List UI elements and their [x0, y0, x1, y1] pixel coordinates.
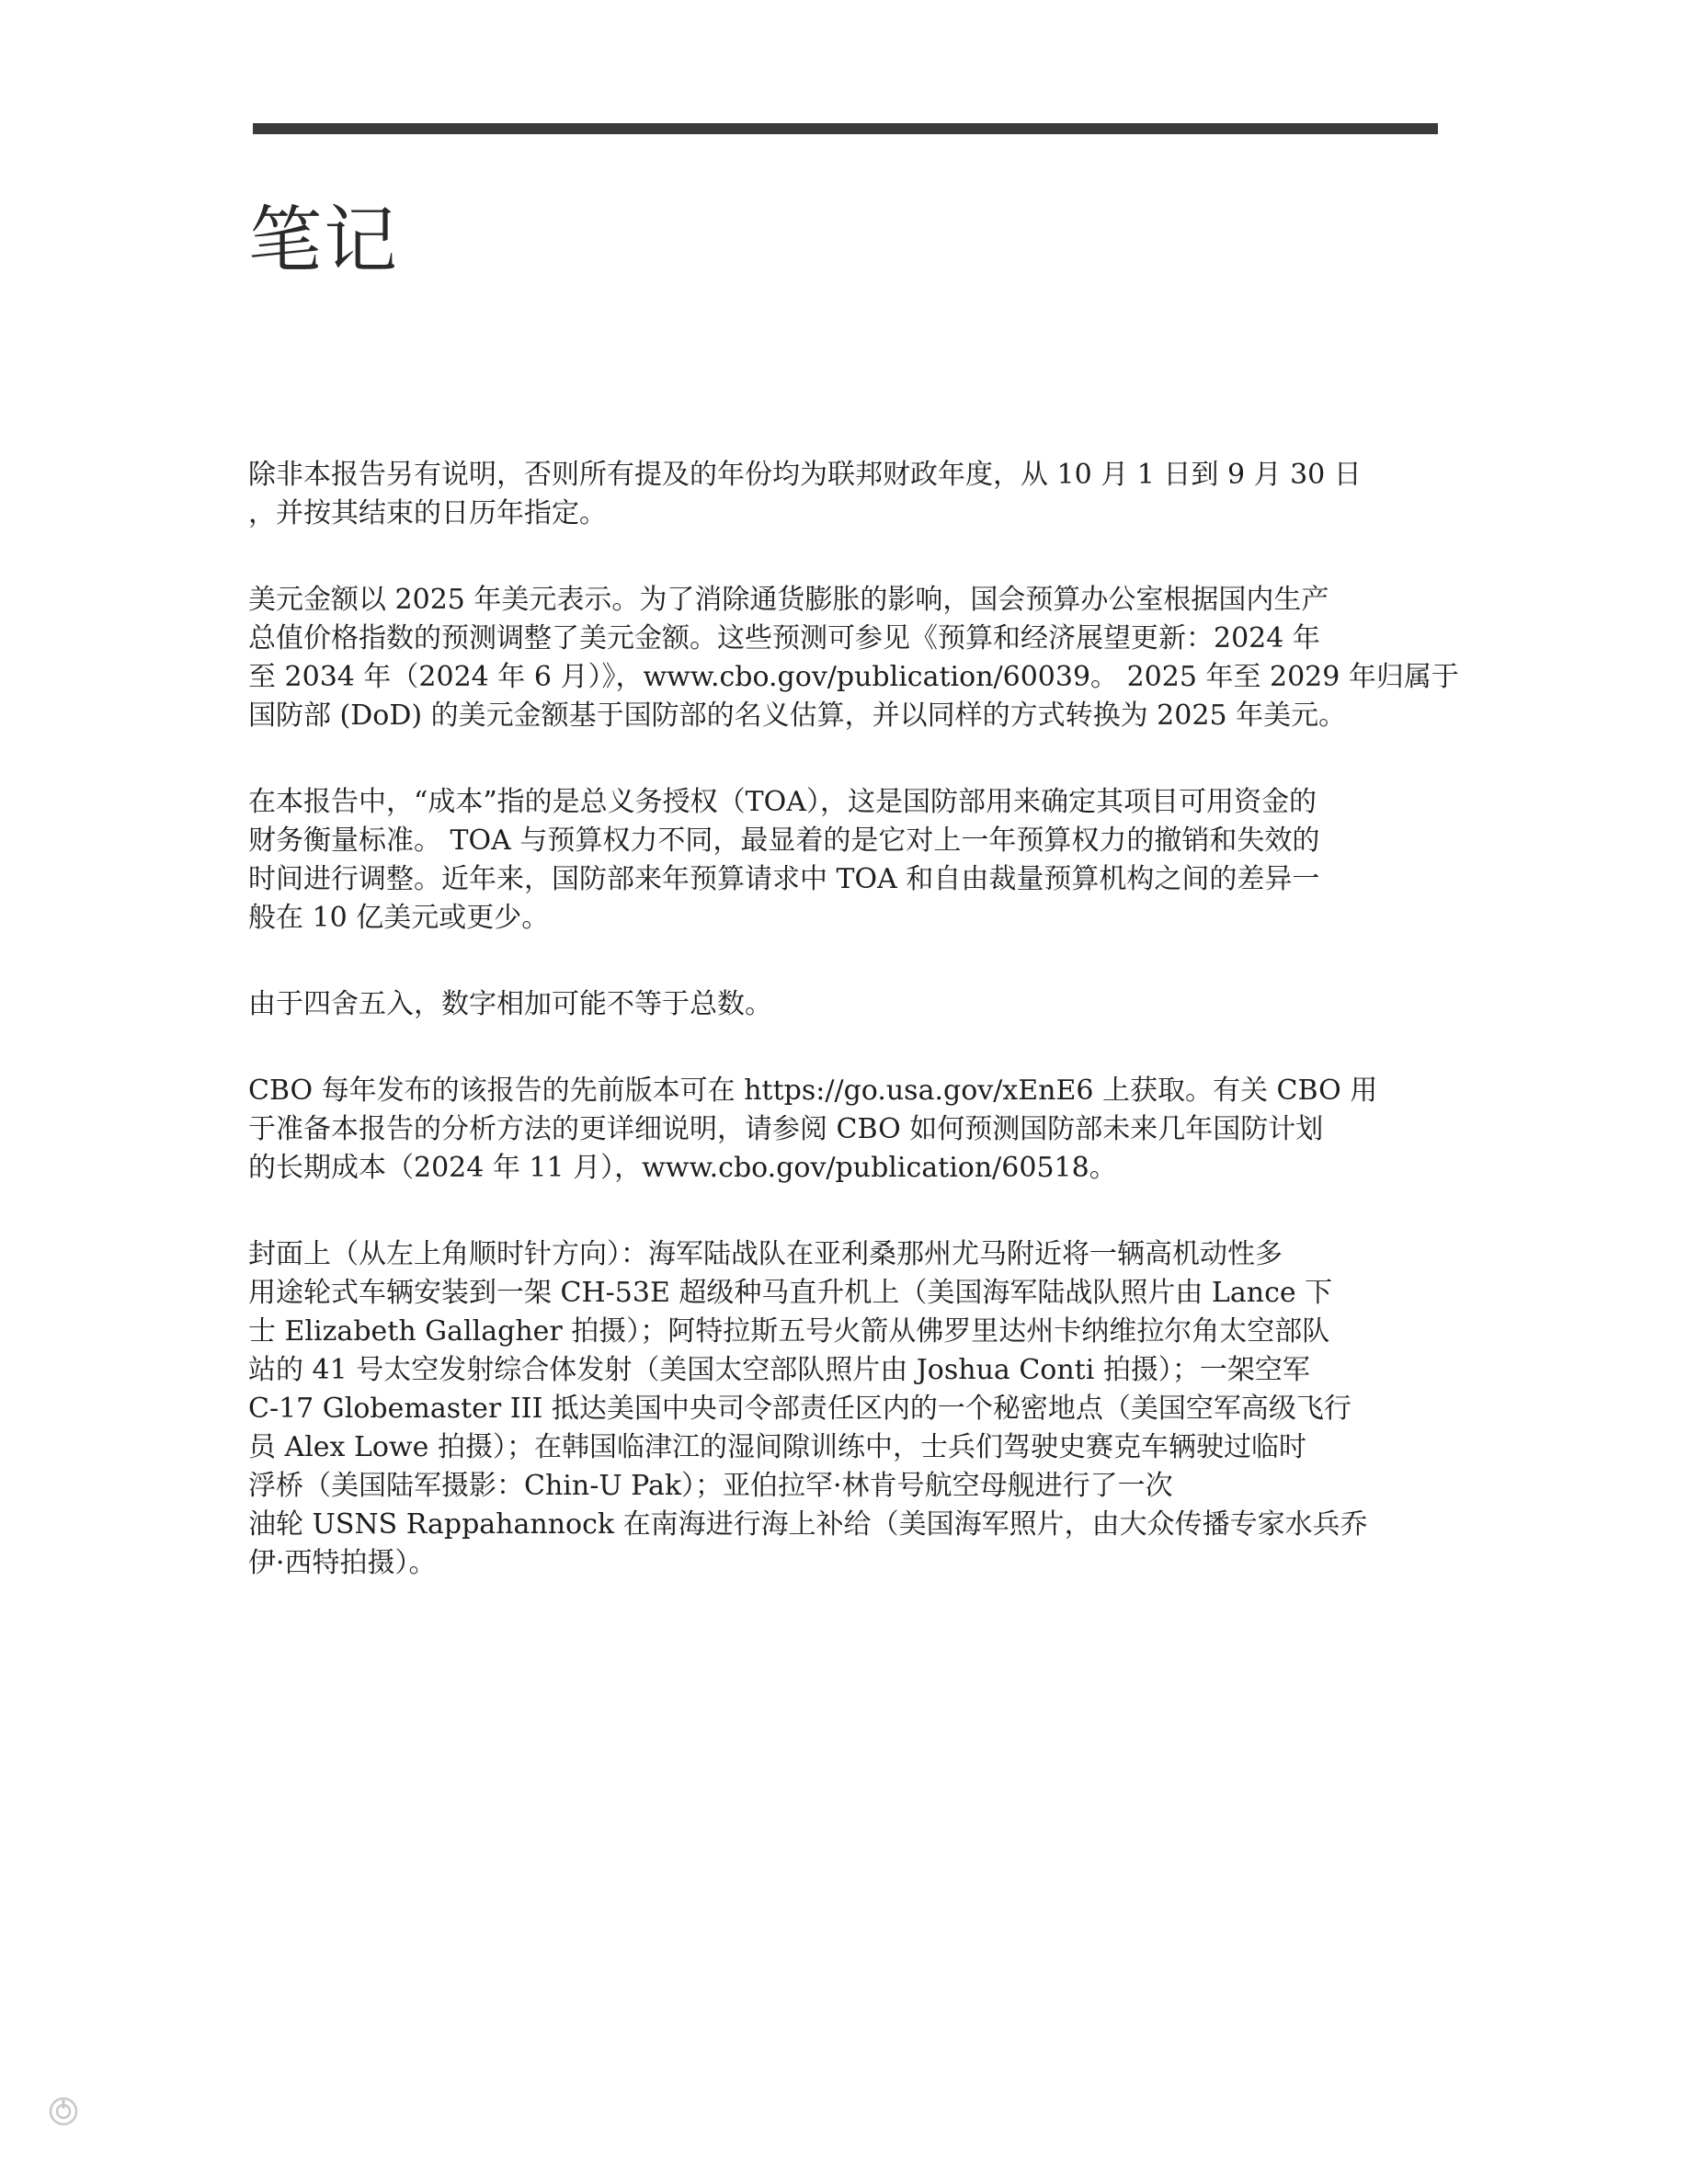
text-line: CBO 每年发布的该报告的先前版本可在 https://go.usa.gov/xEnE6 上获取。有关 CBO 用 [248, 1075, 1378, 1107]
top-divider [253, 123, 1438, 134]
text-line: 员 Alex Lowe 拍摄）；在韩国临津江的湿间隙训练中，士兵们驾驶史赛克车辆驶过临时 [248, 1431, 1306, 1463]
text-line: 至 2034 年（2024 年 6 月）》，www.cbo.gov/publication/60039。 2025 年至 2029 年归属于 [248, 661, 1459, 693]
text-line: 般在 10 亿美元或更少。 [248, 902, 550, 934]
text-line: 时间进行调整。近年来，国防部来年预算请求中 TOA 和自由裁量预算机构之间的差异一 [248, 863, 1320, 895]
text-line: 在本报告中，“成本”指的是总义务授权（TOA），这是国防部用来确定其项目可用资金的 [248, 786, 1317, 818]
text-line: 封面上（从左上角顺时针方向）：海军陆战队在亚利桑那州尤马附近将一辆高机动性多 [248, 1238, 1283, 1270]
page-title: 笔记 [248, 198, 399, 283]
text-line: 除非本报告另有说明，否则所有提及的年份均为联邦财政年度，从 10 月 1 日到 9 月 30 日 [248, 459, 1362, 491]
text-line: 浮桥（美国陆军摄影：Chin-U Pak）；亚伯拉罕·林肯号航空母舰进行了一次 [248, 1470, 1173, 1502]
paragraph-cost-definition [248, 783, 1434, 938]
text-line: 士 Elizabeth Gallagher 拍摄）；阿特拉斯五号火箭从佛罗里达州卡纳维拉尔角太空部队 [248, 1315, 1330, 1348]
text-line: 于准备本报告的分析方法的更详细说明，请参阅 CBO 如何预测国防部未来几年国防计划 [248, 1113, 1324, 1145]
text-line: 用途轮式车辆安装到一架 CH-53E 超级种马直升机上（美国海军陆战队照片由 Lance 下 [248, 1277, 1333, 1309]
text-line: 美元金额以 2025 年美元表示。为了消除通货膨胀的影响，国会预算办公室根据国内生产 [248, 584, 1329, 616]
text-line: 财务衡量标准。 TOA 与预算权力不同，最显着的是它对上一年预算权力的撤销和失效的 [248, 825, 1320, 857]
text-line: 国防部 (DoD) 的美元金额基于国防部的名义估算，并以同样的方式转换为 2025 年美元。 [248, 700, 1347, 732]
notes-body [248, 456, 1459, 1631]
text-line: 总值价格指数的预测调整了美元金额。这些预测可参见《预算和经济展望更新：2024 年 [248, 622, 1320, 654]
text-line: ，并按其结束的日历年指定。 [248, 497, 607, 529]
paragraph-cover-photos [248, 1235, 1434, 1583]
text-line: 的长期成本（2024 年 11 月），www.cbo.gov/publication/60518。 [248, 1152, 1117, 1184]
text-line: 由于四舍五入，数字相加可能不等于总数。 [248, 988, 772, 1020]
text-line: 站的 41 号太空发射综合体发射（美国太空部队照片由 Joshua Conti 拍摄）；一架空军 [248, 1354, 1310, 1386]
paragraph-dollar-amounts [248, 581, 1459, 735]
paragraph-fiscal-year [248, 456, 1434, 533]
paragraph-previous-editions [248, 1072, 1434, 1188]
text-line: 油轮 USNS Rappahannock 在南海进行海上补给（美国海军照片，由大众传播专家水兵乔 [248, 1508, 1368, 1541]
circular-logo-icon [48, 2096, 79, 2127]
text-line: C-17 Globemaster III 抵达美国中央司令部责任区内的一个秘密地点（美国空军高级飞行 [248, 1393, 1352, 1425]
paragraph-rounding [248, 985, 1434, 1024]
text-line: 伊·西特拍摄）。 [248, 1547, 437, 1579]
